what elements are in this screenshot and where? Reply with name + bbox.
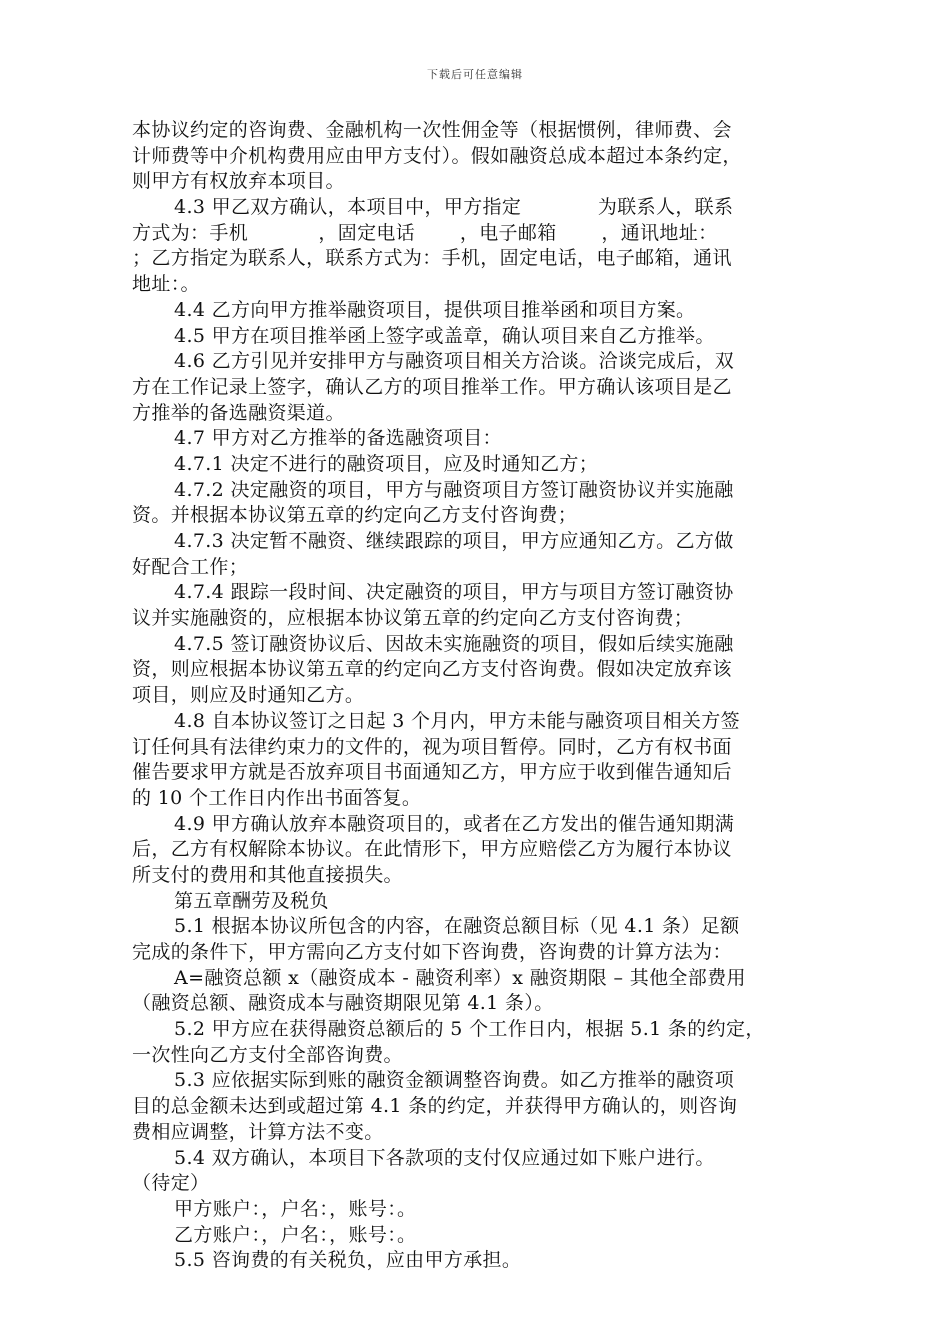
text-line: 5.2 甲方应在获得融资总额后的 5 个工作日内，根据 5.1 条的约定， — [174, 1018, 765, 1041]
text-line: 乙方账户：，户名：，账号：。 — [174, 1223, 417, 1246]
text-line: （融资总额、融资成本与融资期限见第 4.1 条）。 — [132, 992, 554, 1015]
text-line: 4.7.1 决定不进行的融资项目，应及时通知乙方； — [174, 452, 599, 475]
text-line: 4.7.3 决定暂不融资、继续跟踪的项目，甲方应通知乙方。乙方做 — [174, 530, 734, 552]
text-line: 5.5 咨询费的有关税负，应由甲方承担。 — [174, 1249, 522, 1272]
text-line: 4.8 自本协议签订之日起 3 个月内，甲方未能与融资项目相关方签 — [174, 709, 740, 732]
text-line: ；乙方指定为联系人，联系方式为：手机，固定电话，电子邮箱，通讯 — [132, 247, 732, 270]
text-line: 4.7.2 决定融资的项目，甲方与融资项目方签订融资协议并实施融 — [174, 478, 734, 501]
text-line: 费相应调整，计算方法不变。 — [132, 1120, 384, 1143]
text-line: 5.4 双方确认，本项目下各款项的支付仅应通过如下账户进行。 — [174, 1146, 715, 1169]
text-line: 4.7.4 跟踪一段时间、决定融资的项目，甲方与项目方签订融资协 — [174, 581, 734, 604]
text-line: 订任何具有法律约束力的文件的，视为项目暂停。同时，乙方有权书面 — [132, 735, 732, 758]
text-line: 4.6 乙方引见并安排甲方与融资项目相关方洽谈。洽谈完成后，双 — [174, 350, 735, 373]
document-body — [132, 118, 840, 1274]
text-line: 所支付的费用和其他直接损失。 — [132, 863, 403, 886]
text-line: 计师费等中介机构费用应由甲方支付）。假如融资总成本超过本条约定， — [132, 144, 742, 167]
text-line: 4.7 甲方对乙方推举的备选融资项目： — [174, 427, 502, 450]
text-line: 4.3 甲乙双方确认，本项目中，甲方指定 为联系人，联系 — [174, 196, 734, 219]
text-line: 完成的条件下，甲方需向乙方支付如下咨询费，咨询费的计算方法为： — [132, 941, 732, 963]
text-line: 本协议约定的咨询费、金融机构一次性佣金等（根据惯例，律师费、会 — [132, 119, 732, 141]
text-line: 方推举的备选融资渠道。 — [132, 401, 345, 424]
text-line: （待定） — [132, 1172, 210, 1195]
text-line: 一次性向乙方支付全部咨询费。 — [132, 1043, 403, 1066]
text-line: 地址：。 — [132, 273, 200, 296]
text-line: 第五章酬劳及税负 — [174, 889, 329, 912]
header-note: 下载后可任意编辑 — [427, 68, 523, 81]
text-line: 资。并根据本协议第五章的约定向乙方支付咨询费； — [132, 504, 578, 527]
text-line: 5.1 根据本协议所包含的内容，在融资总额目标（见 4.1 条）足额 — [174, 915, 740, 938]
text-line: 5.3 应依据实际到账的融资金额调整咨询费。如乙方推举的融资项 — [174, 1069, 735, 1092]
text-line: 项目，则应及时通知乙方。 — [132, 684, 365, 707]
text-line: A=融资总额 x（融资成本 - 融资利率）x 融资期限 – 其他全部费用 — [174, 966, 746, 989]
text-line: 4.5 甲方在项目推举函上签字或盖章，确认项目来自乙方推举。 — [174, 324, 715, 347]
text-line: 4.7.5 签订融资协议后、因故未实施融资的项目，假如后续实施融 — [174, 632, 734, 655]
text-line: 议并实施融资的，应根据本协议第五章的约定向乙方支付咨询费； — [132, 607, 694, 630]
text-line: 4.4 乙方向甲方推举融资项目，提供项目推举函和项目方案。 — [174, 298, 696, 321]
text-line: 方式为：手机 ，固定电话 ，电子邮箱 ，通讯地址： — [132, 221, 718, 244]
text-line: 好配合工作； — [132, 555, 249, 578]
text-line: 目的总金额未达到或超过第 4.1 条的约定，并获得甲方确认的，则咨询 — [132, 1095, 738, 1118]
text-line: 的 10 个工作日内作出书面答复。 — [132, 786, 422, 809]
text-line: 催告要求甲方就是否放弃项目书面通知乙方，甲方应于收到催告通知后 — [132, 761, 732, 784]
text-line: 4.9 甲方确认放弃本融资项目的，或者在乙方发出的催告通知期满 — [174, 812, 735, 835]
text-line: 方在工作记录上签字，确认乙方的项目推举工作。甲方确认该项目是乙 — [132, 375, 732, 398]
text-line: 甲方账户：，户名：，账号：。 — [174, 1197, 417, 1220]
text-line: 资，则应根据本协议第五章的约定向乙方支付咨询费。假如决定放弃该 — [132, 658, 732, 681]
text-line: 则甲方有权放弃本项目。 — [132, 170, 345, 193]
text-line: 后，乙方有权解除本协议。在此情形下，甲方应赔偿乙方为履行本协议 — [132, 838, 732, 861]
